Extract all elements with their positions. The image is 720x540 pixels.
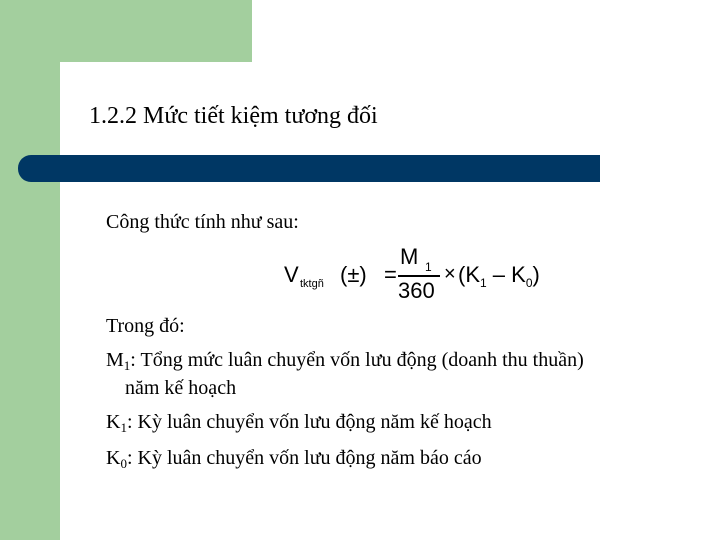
intro-text: Công thức tính như sau:	[106, 211, 299, 233]
formula-numerator-subscript: 1	[425, 260, 432, 274]
formula-k1-subscript: 1	[480, 276, 487, 290]
formula-k0-subscript: 0	[525, 276, 533, 290]
definition-k1	[106, 410, 492, 440]
formula-times: ×	[444, 263, 456, 285]
definition-text: : Tổng mức luân chuyển vốn lưu động (doanh thu thuần)	[130, 349, 584, 371]
formula-rhs-open: (K	[458, 262, 480, 287]
definition-m1	[106, 348, 584, 378]
decorative-rounded-corner	[60, 62, 100, 102]
definition-symbol: M	[106, 349, 124, 371]
formula-lhs-sign: (±)	[340, 262, 367, 287]
formula-equals: =	[384, 262, 397, 287]
decorative-green-sidebar	[0, 0, 60, 540]
definition-symbol: K	[106, 447, 121, 469]
definition-text: : Kỳ luân chuyển vốn lưu động năm báo cáo	[126, 447, 482, 469]
formula-rhs	[458, 262, 540, 290]
definition-symbol: K	[106, 411, 121, 433]
formula-rhs-close: )	[532, 262, 540, 287]
formula-fraction-line	[398, 275, 440, 277]
definition-k0	[106, 446, 482, 476]
formula-denominator: 360	[398, 278, 435, 303]
decorative-green-top-block	[60, 0, 252, 62]
slide-title: 1.2.2 Mức tiết kiệm tương đối	[89, 103, 378, 129]
formula-lhs-subscript: tktgñ	[300, 278, 324, 290]
formula-lhs-symbol: V	[284, 262, 299, 287]
formula-numerator: M	[400, 244, 419, 269]
formula-rhs-minus: – K	[486, 262, 526, 287]
definition-m1-continuation: năm kế hoạch	[125, 377, 237, 399]
title-underline-bar	[18, 155, 600, 182]
where-label: Trong đó:	[106, 315, 185, 337]
definition-subscript: 1	[123, 358, 131, 373]
formula	[284, 244, 574, 306]
definition-text: : Kỳ luân chuyển vốn lưu động năm kế hoạch	[126, 411, 492, 433]
definition-subscript: 0	[120, 456, 127, 471]
definition-subscript: 1	[120, 420, 127, 435]
